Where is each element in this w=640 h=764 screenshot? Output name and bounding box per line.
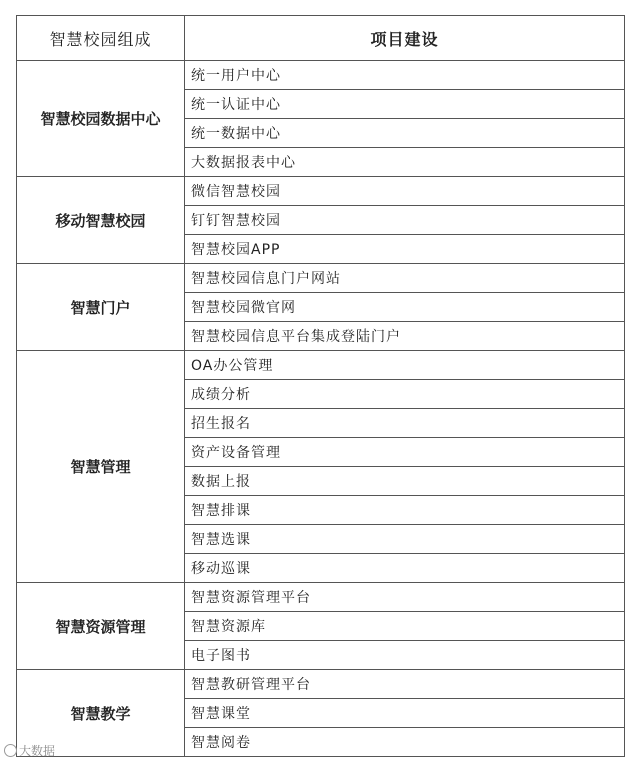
category-cell: 智慧教学	[17, 670, 185, 757]
logo-icon	[4, 744, 17, 757]
category-cell: 智慧管理	[17, 351, 185, 583]
project-item-cell: 智慧校园信息门户网站	[185, 264, 625, 293]
project-item-cell: 智慧校园信息平台集成登陆门户	[185, 322, 625, 351]
category-cell: 智慧校园数据中心	[17, 61, 185, 177]
category-cell: 智慧资源管理	[17, 583, 185, 670]
campus-composition-table	[16, 15, 625, 757]
project-item-cell: 统一认证中心	[185, 90, 625, 119]
project-item-cell: 电子图书	[185, 641, 625, 670]
project-item-cell: 数据上报	[185, 467, 625, 496]
project-item-cell: 统一用户中心	[185, 61, 625, 90]
table-row	[17, 351, 625, 380]
project-item-cell: 智慧校园APP	[185, 235, 625, 264]
project-item-cell: 移动巡课	[185, 554, 625, 583]
project-item-cell: OA办公管理	[185, 351, 625, 380]
project-item-cell: 智慧选课	[185, 525, 625, 554]
project-item-cell: 成绩分析	[185, 380, 625, 409]
watermark-text: 大数据	[19, 744, 56, 758]
project-item-cell: 智慧教研管理平台	[185, 670, 625, 699]
project-item-cell: 微信智慧校园	[185, 177, 625, 206]
table-row	[17, 61, 625, 90]
project-item-cell: 智慧课堂	[185, 699, 625, 728]
table-row	[17, 264, 625, 293]
table-row	[17, 670, 625, 699]
project-item-cell: 资产设备管理	[185, 438, 625, 467]
project-item-cell: 统一数据中心	[185, 119, 625, 148]
table-body	[17, 61, 625, 757]
category-cell: 智慧门户	[17, 264, 185, 351]
project-item-cell: 智慧资源管理平台	[185, 583, 625, 612]
project-item-cell: 智慧阅卷	[185, 728, 625, 757]
project-item-cell: 智慧排课	[185, 496, 625, 525]
header-composition: 智慧校园组成	[17, 16, 185, 61]
project-item-cell: 招生报名	[185, 409, 625, 438]
watermark	[4, 742, 55, 759]
category-cell: 移动智慧校园	[17, 177, 185, 264]
project-item-cell: 钉钉智慧校园	[185, 206, 625, 235]
table-row	[17, 177, 625, 206]
project-item-cell: 大数据报表中心	[185, 148, 625, 177]
project-item-cell: 智慧资源库	[185, 612, 625, 641]
table-row	[17, 583, 625, 612]
project-item-cell: 智慧校园微官网	[185, 293, 625, 322]
table-header-row	[17, 16, 625, 61]
header-project: 项目建设	[185, 16, 625, 61]
